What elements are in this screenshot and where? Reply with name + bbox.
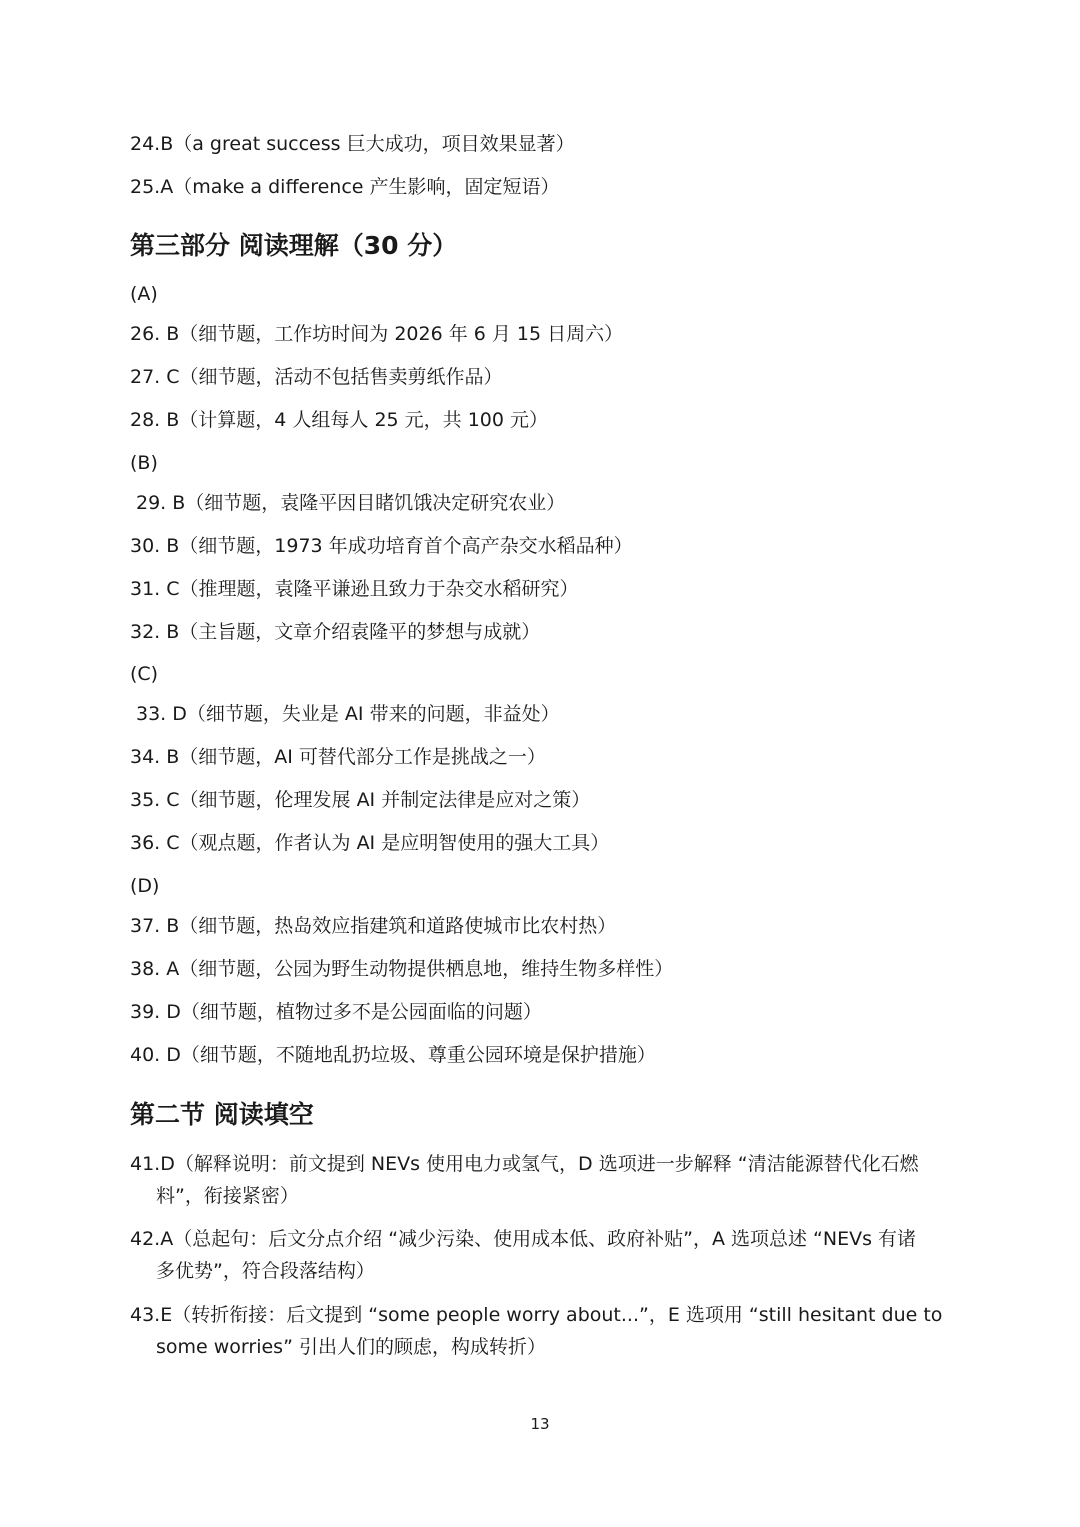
answer-item-33: 33. D（细节题，失业是 AI 带来的问题，非益处） <box>136 703 560 725</box>
answer-item-34: 34. B（细节题，AI 可替代部分工作是挑战之一） <box>130 746 546 768</box>
answer-item-28: 28. B（计算题，4 人组每人 25 元，共 100 元） <box>130 409 549 431</box>
answer-item-42-line2: 多优势”，符合段落结构） <box>156 1260 375 1282</box>
group-c-label: (C) <box>130 663 159 685</box>
answer-item-43-line1: 43.E（转折衔接：后文提到 “some people worry about...”，E 选项用 “still hesitant due to <box>130 1304 943 1326</box>
answer-item-31: 31. C（推理题，袁隆平谦逊且致力于杂交水稻研究） <box>130 578 579 600</box>
answer-item-36: 36. C（观点题，作者认为 AI 是应明智使用的强大工具） <box>130 832 610 854</box>
group-d-label: (D) <box>130 875 160 897</box>
section3-heading: 第三部分 阅读理解（30 分） <box>130 231 458 260</box>
answer-item-38: 38. A（细节题，公园为野生动物提供栖息地，维持生物多样性） <box>130 958 674 980</box>
answer-item-40: 40. D（细节题，不随地乱扔垃圾、尊重公园环境是保护措施） <box>130 1044 656 1066</box>
group-b-label: (B) <box>130 452 158 474</box>
answer-item-37: 37. B（细节题，热岛效应指建筑和道路使城市比农村热） <box>130 915 617 937</box>
group-a-label: (A) <box>130 283 158 305</box>
answer-item-30: 30. B（细节题，1973 年成功培育首个高产杂交水稻品种） <box>130 535 633 557</box>
answer-item-39: 39. D（细节题，植物过多不是公园面临的问题） <box>130 1001 542 1023</box>
answer-item-43-line2: some worries” 引出人们的顾虑，构成转折） <box>156 1336 546 1358</box>
answer-item-42 <box>130 1223 960 1287</box>
answer-item-26: 26. B（细节题，工作坊时间为 2026 年 6 月 15 日周六） <box>130 323 624 345</box>
answer-item-29: 29. B（细节题，袁隆平因目睹饥饿决定研究农业） <box>136 492 566 514</box>
answer-item-42-line1: 42.A（总起句：后文分点介绍 “减少污染、使用成本低、政府补贴”，A 选项总述 “NEVs 有诸 <box>130 1228 917 1250</box>
answer-item-41-line1: 41.D（解释说明：前文提到 NEVs 使用电力或氢气，D 选项进一步解释 “清洁能源替代化石燃 <box>130 1153 919 1175</box>
answer-item-25: 25.A（make a difference 产生影响，固定短语） <box>130 176 560 198</box>
page-number: 13 <box>530 1415 550 1433</box>
answer-item-24: 24.B（a great success 巨大成功，项目效果显著） <box>130 133 575 155</box>
answer-item-27: 27. C（细节题，活动不包括售卖剪纸作品） <box>130 366 503 388</box>
section2-heading: 第二节 阅读填空 <box>130 1100 314 1129</box>
answer-item-43 <box>130 1299 960 1363</box>
answer-item-41 <box>130 1148 960 1212</box>
answer-item-35: 35. C（细节题，伦理发展 AI 并制定法律是应对之策） <box>130 789 591 811</box>
answer-item-41-line2: 料”，衔接紧密） <box>156 1185 299 1207</box>
answer-item-32: 32. B（主旨题，文章介绍袁隆平的梦想与成就） <box>130 621 541 643</box>
